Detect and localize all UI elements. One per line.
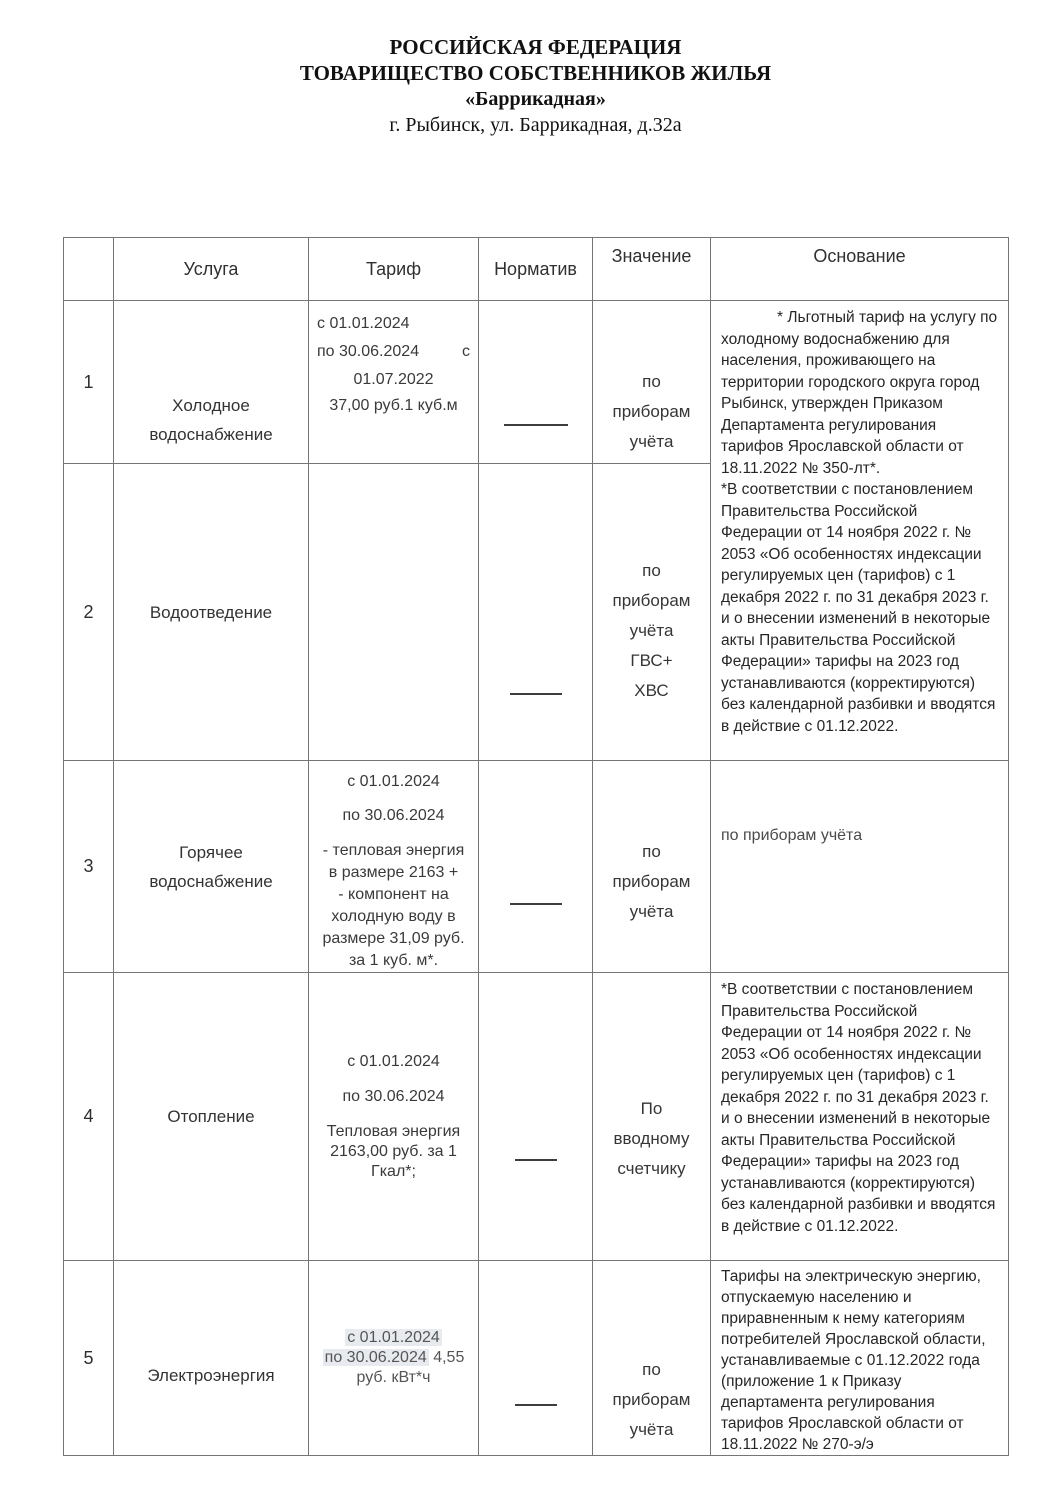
- value-line: учёта: [629, 432, 674, 451]
- row1-tariff: [309, 301, 479, 464]
- row5-basis: Тарифы на электрическую энергию, отпускаемую населению и приравненным к нему категориям потребителей Ярославской области, устанавливаемые с 01.12.2022 года (приложение 1 к Приказу департамента регулирования тарифов Ярославской области от 18.11.2022 № 270-э/э: [711, 1261, 1009, 1456]
- row3-value: [593, 761, 711, 973]
- row2-value: [593, 464, 711, 761]
- value-line: приборам: [612, 1390, 691, 1409]
- blank-fill-line: [515, 1159, 557, 1161]
- value-line: по: [642, 372, 661, 391]
- tariff-line: - тепловая энергия: [322, 842, 465, 859]
- column-header-value: Значение: [593, 238, 711, 301]
- row4-basis: *В соответствии с постановлением Правительства Российской Федерации от 14 ноября 2022 г. № 2053 «Об особенностях индексации регулируемых цен (тарифов) с 1 декабря 2022 г. по 31 декабря 2023 г. и о внесении изменений в некоторые акты Правительства Российской Федерации» тарифы на 2023 год устанавливаются (корректируются) без календарной разбивки и вводятся в действие с 01.12.2022.: [711, 973, 1009, 1261]
- tariff-line: 01.07.2022: [353, 371, 434, 388]
- row5-service: Электроэнергия: [114, 1261, 309, 1456]
- highlighted-date: по 30.06.2024: [324, 1349, 427, 1366]
- value-line: учёта: [629, 621, 674, 640]
- tariff-line: холодную воду в: [331, 908, 456, 925]
- value-line: приборам: [612, 591, 691, 610]
- table-header-row: [64, 238, 1009, 301]
- tariff-line: [317, 1328, 470, 1348]
- tariff-line: [317, 342, 470, 361]
- basis-rows-1-2: [711, 301, 1009, 761]
- tariff-line: [317, 1348, 470, 1368]
- tariff-since-word: с: [462, 343, 470, 360]
- row1-service: Холодное водоснабжение: [114, 301, 309, 464]
- row4-number: 4: [64, 973, 114, 1261]
- tariff-line: Гкал*;: [371, 1162, 416, 1180]
- row3-service: Горячее водоснабжение: [114, 761, 309, 973]
- tariff-line: с 01.01.2024: [347, 1052, 440, 1070]
- value-line: вводному: [613, 1128, 690, 1148]
- blank-fill-line: [515, 1404, 557, 1406]
- row3-tariff: [309, 761, 479, 973]
- tariff-rate: 4,55: [428, 1349, 465, 1366]
- value-line: ХВС: [634, 681, 669, 700]
- row5-value: [593, 1261, 711, 1456]
- tariff-line: размере 31,09 руб.: [322, 930, 465, 947]
- value-line: приборам: [612, 402, 691, 421]
- row4-standard: [479, 973, 593, 1261]
- tariff-line: по 30.06.2024: [342, 1087, 445, 1105]
- tariff-date-to: по 30.06.2024: [317, 343, 420, 360]
- column-header-standard: Норматив: [479, 238, 593, 301]
- row4-service: Отопление: [114, 973, 309, 1261]
- row2-standard: [479, 464, 593, 761]
- value-line: по: [642, 841, 661, 861]
- basis-paragraph-1: * Льготный тариф на услугу по холодному водоснабжению для населения, проживающего на территории городского округа город Рыбинск, утвержден Приказом Департамента регулирования тарифов Ярославской области от 18.11.2022 № 350-лт*.: [721, 309, 998, 477]
- tariff-line: с 01.01.2024: [347, 773, 440, 790]
- row2-number: 2: [64, 464, 114, 761]
- tariff-line: - компонент на: [338, 886, 449, 903]
- column-header-tariff: Тариф: [309, 238, 479, 301]
- row3-basis: по приборам учёта: [711, 761, 1009, 973]
- value-line: ГВС+: [630, 651, 673, 670]
- tariff-rate: 37,00 руб.1 куб.м: [329, 397, 458, 414]
- tariff-line: руб. кВт*ч: [356, 1369, 431, 1386]
- doc-title-country: РОССИЙСКАЯ ФЕДЕРАЦИЯ: [389, 35, 682, 59]
- value-line: счетчику: [617, 1158, 686, 1178]
- doc-title-name: «Баррикадная»: [465, 88, 606, 110]
- table-row-3: [64, 761, 1009, 973]
- highlighted-date: с 01.01.2024: [347, 1329, 440, 1346]
- row5-number: 5: [64, 1261, 114, 1456]
- tariff-line: за 1 куб. м*.: [348, 952, 439, 969]
- row3-standard: [479, 761, 593, 973]
- tariff-line: 2163,00 руб. за 1: [330, 1142, 457, 1160]
- value-line: по: [642, 1360, 661, 1379]
- tariff-line: Тепловая энергия: [326, 1122, 461, 1140]
- table-row-1: [64, 301, 1009, 464]
- blank-fill-line: [510, 693, 562, 695]
- tariff-table: [63, 237, 1009, 1456]
- doc-title-organization: ТОВАРИЩЕСТВО СОБСТВЕННИКОВ ЖИЛЬЯ: [299, 61, 772, 85]
- value-line: учёта: [629, 1420, 674, 1439]
- tariff-line: в размере 2163 +: [328, 864, 459, 881]
- row4-value: [593, 973, 711, 1261]
- column-header-basis: Основание: [711, 238, 1009, 301]
- row3-number: 3: [64, 761, 114, 973]
- blank-fill-line: [504, 424, 568, 426]
- column-header-service: Услуга: [114, 238, 309, 301]
- blank-fill-line: [510, 903, 562, 905]
- doc-header: [63, 34, 1008, 139]
- value-line: учёта: [629, 901, 674, 921]
- row5-tariff: [309, 1261, 479, 1456]
- row1-value: [593, 301, 711, 464]
- row2-tariff-empty: [309, 464, 479, 761]
- table-row-4: [64, 973, 1009, 1261]
- tariff-line: с 01.01.2024: [317, 315, 410, 332]
- doc-title-address: г. Рыбинск, ул. Баррикадная, д.32а: [389, 114, 682, 136]
- table-row-5: [64, 1261, 1009, 1456]
- row1-standard: [479, 301, 593, 464]
- row4-tariff: [309, 973, 479, 1261]
- row5-standard: [479, 1261, 593, 1456]
- value-line: по: [642, 561, 661, 580]
- column-header-num: [64, 238, 114, 301]
- row2-service: Водоотведение: [114, 464, 309, 761]
- tariff-line: по 30.06.2024: [342, 807, 445, 824]
- basis-paragraph-2: *В соответствии с постановлением Правительства Российской Федерации от 14 ноября 2022 г. № 2053 «Об особенностях индексации регулируемых цен (тарифов) с 1 декабря 2022 г. по 31 декабря 2023 г. и о внесении изменений в некоторые акты Правительства Российской Федерации» тарифы на 2023 год устанавливаются (корректируются) без календарной разбивки и вводятся в действие с 01.12.2022.: [721, 481, 996, 735]
- row1-number: 1: [64, 301, 114, 464]
- value-line: приборам: [612, 871, 691, 891]
- value-line: По: [640, 1098, 663, 1118]
